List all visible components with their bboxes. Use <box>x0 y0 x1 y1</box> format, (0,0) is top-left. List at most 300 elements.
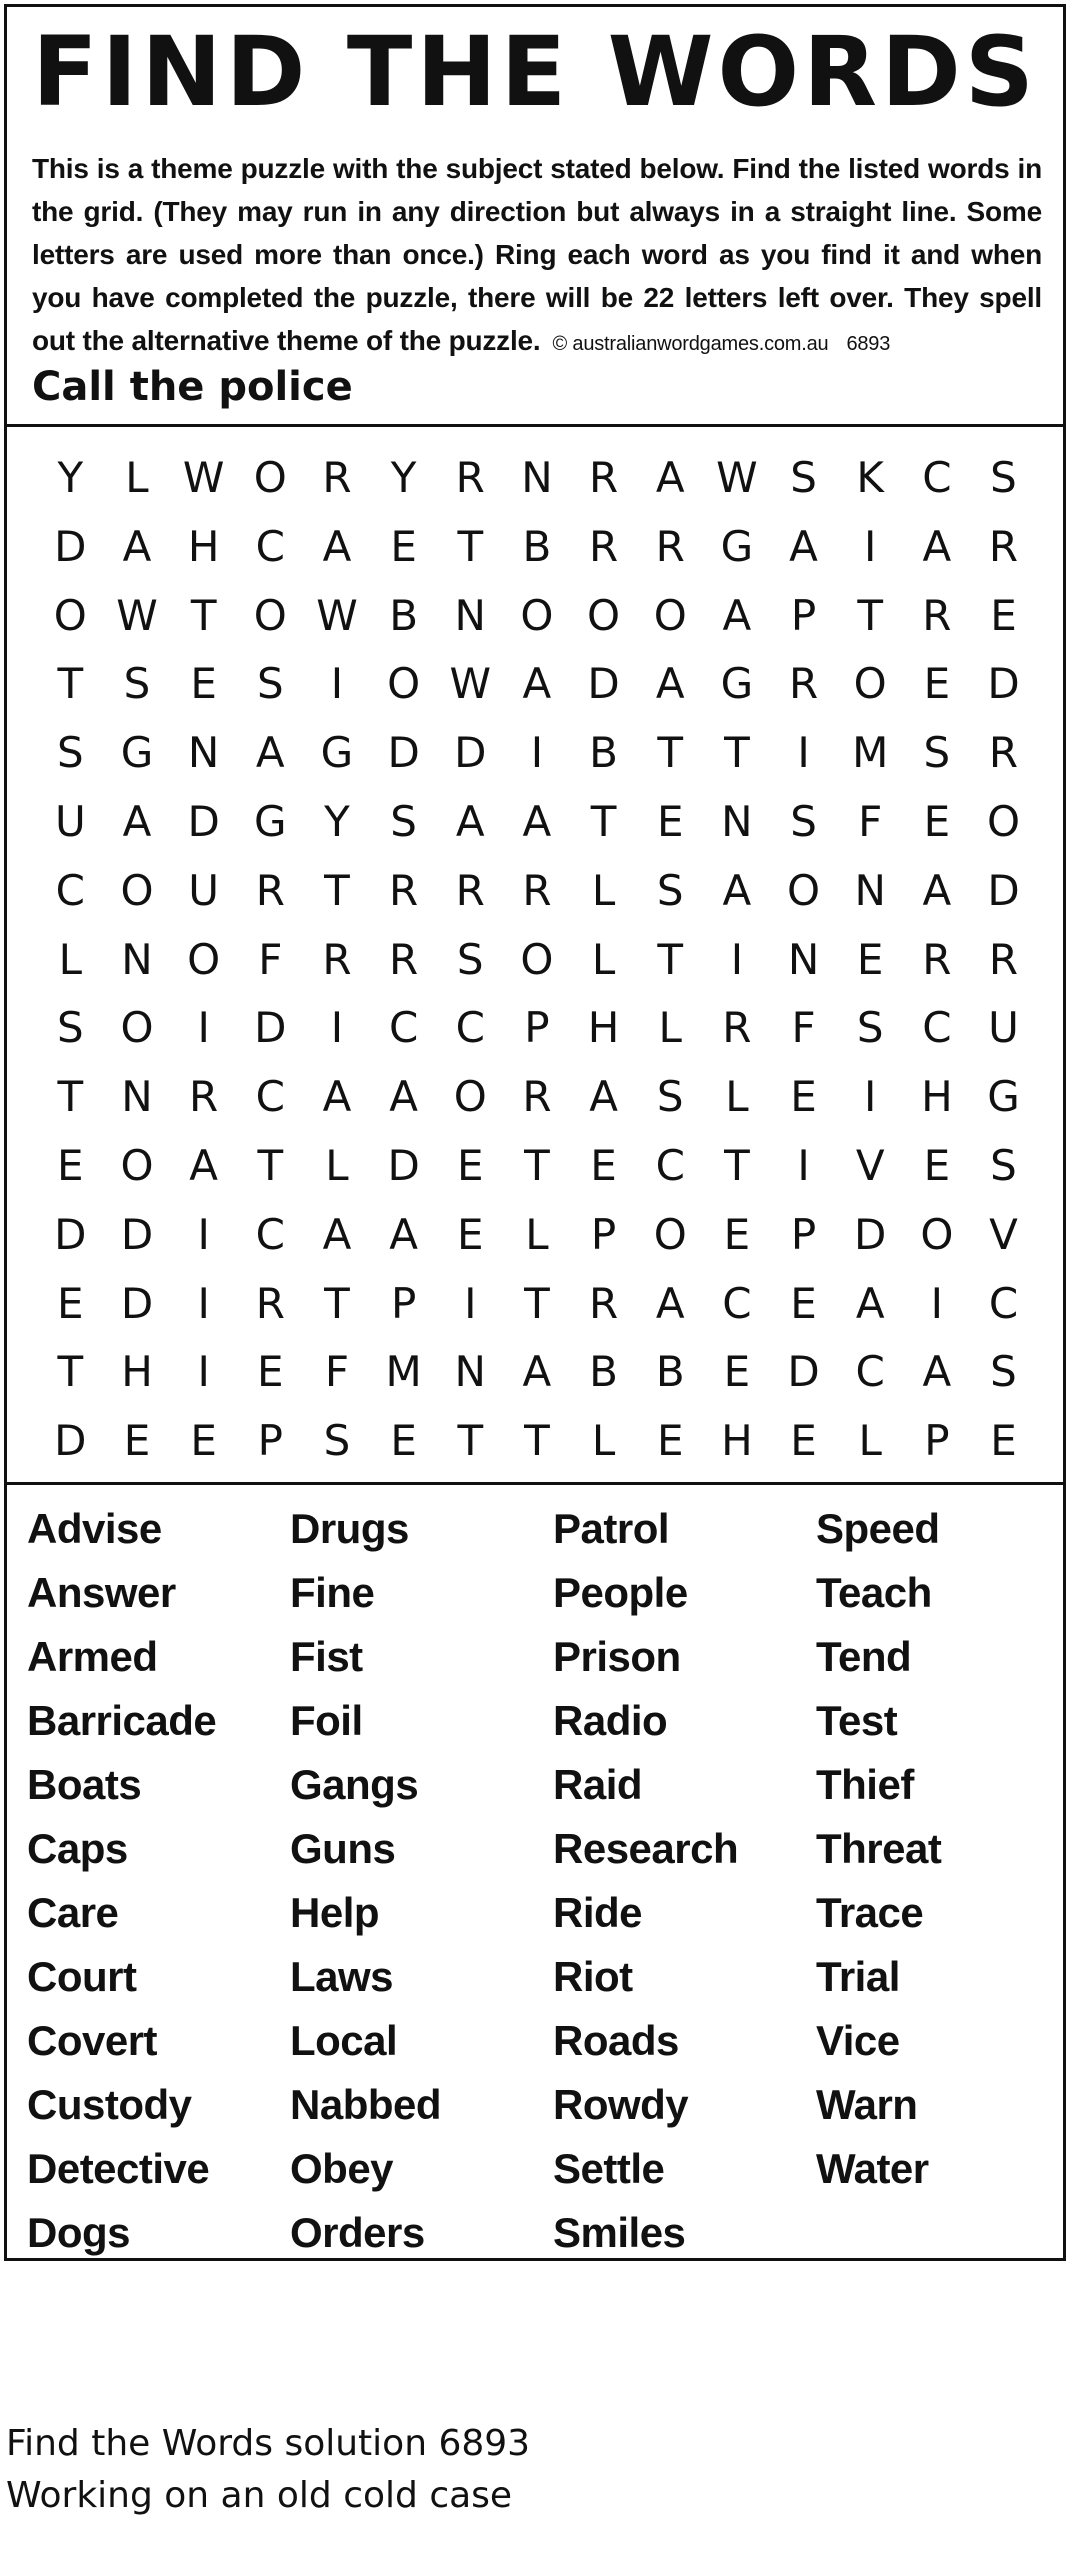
puzzle-theme: Call the police <box>32 364 353 410</box>
grid-cell[interactable]: O <box>453 1072 487 1122</box>
grid-cell[interactable]: D <box>120 1209 154 1259</box>
word-list <box>7 1485 1063 2255</box>
grid-cell[interactable]: W <box>316 590 358 640</box>
grid-cell[interactable]: A <box>455 797 485 846</box>
word-list-item: Trial <box>816 1953 900 2000</box>
word-list-item: Answer <box>27 1569 176 1616</box>
grid-cell[interactable]: L <box>658 1003 682 1053</box>
grid-cell[interactable]: A <box>322 1072 352 1122</box>
grid-cell[interactable]: A <box>122 521 152 571</box>
grid-cell[interactable]: V <box>989 1209 1018 1259</box>
grid-cell[interactable]: I <box>864 1072 877 1122</box>
grid-cell[interactable]: R <box>322 934 352 984</box>
puzzle-number: 6893 <box>846 333 891 355</box>
grid-cell[interactable]: O <box>187 934 221 984</box>
grid-cell[interactable]: C <box>655 1141 685 1190</box>
word-list-item: Barricade <box>27 1697 217 1744</box>
grid-cell[interactable]: E <box>723 1209 751 1259</box>
word-list-item: Trace <box>816 1889 924 1936</box>
grid-cell[interactable]: W <box>716 453 758 502</box>
grid-cell[interactable]: D <box>454 728 487 778</box>
grid-cell[interactable]: A <box>122 797 152 846</box>
grid-cell[interactable]: E <box>923 797 951 846</box>
word-column <box>290 1497 550 2265</box>
grid-cell[interactable]: P <box>924 1416 950 1466</box>
grid-cell[interactable]: E <box>57 1278 84 1328</box>
grid-cell[interactable]: H <box>721 1416 753 1466</box>
word-list-item: Rowdy <box>553 2081 689 2128</box>
grid-cell[interactable]: S <box>456 934 484 984</box>
grid-row <box>37 925 1037 995</box>
grid-cell[interactable]: T <box>457 521 484 571</box>
grid-row <box>37 1337 1037 1407</box>
grid-cell[interactable]: T <box>724 728 750 778</box>
grid-cell[interactable]: D <box>54 521 87 571</box>
word-list-item: Guns <box>290 1825 396 1872</box>
word-list-item: Drugs <box>290 1505 409 1552</box>
grid-cell[interactable]: O <box>520 934 554 984</box>
grid-cell[interactable]: P <box>790 590 817 640</box>
grid-cell[interactable]: R <box>255 865 285 915</box>
grid-cell[interactable]: A <box>255 728 285 778</box>
grid-cell[interactable]: R <box>255 1278 285 1328</box>
word-list-item: Laws <box>290 1953 394 2000</box>
grid-cell[interactable]: E <box>856 934 884 984</box>
grid-cell[interactable]: R <box>588 1278 619 1328</box>
word-list-item: Speed <box>816 1505 940 1552</box>
grid-cell[interactable]: E <box>390 1416 417 1466</box>
grid-cell[interactable]: A <box>922 521 952 571</box>
puzzle-frame <box>4 4 1066 2261</box>
grid-cell[interactable]: T <box>524 1141 550 1190</box>
grid-row <box>37 443 1037 513</box>
grid-cell[interactable]: U <box>188 865 220 915</box>
grid-row <box>37 718 1037 788</box>
word-list-item: Warn <box>816 2081 918 2128</box>
grid-cell[interactable]: E <box>390 521 417 571</box>
grid-cell[interactable]: C <box>722 1278 752 1328</box>
grid-cell[interactable]: F <box>791 1003 816 1053</box>
word-list-item: Teach <box>816 1569 932 1616</box>
grid-cell[interactable]: S <box>990 1141 1017 1190</box>
grid-cell[interactable]: B <box>589 728 618 778</box>
grid-cell[interactable]: L <box>325 1141 349 1190</box>
grid-cell[interactable]: D <box>787 1347 820 1397</box>
grid-cell[interactable]: D <box>854 1209 887 1259</box>
grid-cell[interactable]: F <box>324 1347 350 1397</box>
word-list-item: Court <box>27 1953 137 2000</box>
grid-cell[interactable]: N <box>121 1072 153 1122</box>
grid-cell[interactable]: E <box>590 1141 617 1190</box>
grid-cell[interactable]: P <box>590 1209 617 1259</box>
grid-cell[interactable]: E <box>190 659 217 709</box>
grid-cell[interactable]: O <box>120 865 154 915</box>
grid-cell[interactable]: R <box>389 865 419 915</box>
grid-cell[interactable]: D <box>187 797 220 846</box>
grid-cell[interactable]: A <box>722 865 752 915</box>
grid-cell[interactable]: T <box>590 797 617 846</box>
grid-cell[interactable]: I <box>930 1278 944 1328</box>
grid-cell[interactable]: M <box>852 728 889 778</box>
grid-cell[interactable]: A <box>855 1278 885 1328</box>
grid-cell[interactable]: C <box>455 1003 485 1053</box>
grid-cell[interactable]: S <box>56 1003 84 1053</box>
grid-cell[interactable]: I <box>797 1141 810 1190</box>
grid-cell[interactable]: S <box>656 865 684 915</box>
word-list-item: Vice <box>816 2017 900 2064</box>
grid-cell[interactable]: R <box>389 934 419 984</box>
grid-cell[interactable]: O <box>520 590 554 640</box>
grid-cell[interactable]: Y <box>390 453 417 502</box>
credit-site: © australianwordgames.com.au <box>552 333 829 355</box>
grid-cell[interactable]: A <box>389 1072 418 1122</box>
grid-cell[interactable]: W <box>116 590 158 640</box>
grid-cell[interactable]: I <box>464 1278 477 1328</box>
grid-cell[interactable]: O <box>853 659 887 709</box>
grid-cell[interactable]: I <box>197 1347 210 1397</box>
word-list-item: Ride <box>553 1889 643 1936</box>
grid-cell[interactable]: T <box>657 934 684 984</box>
grid-cell[interactable]: I <box>197 1209 210 1259</box>
word-list-item: Test <box>816 1697 898 1744</box>
word-list-item: Patrol <box>553 1505 670 1552</box>
grid-cell[interactable]: R <box>988 728 1019 778</box>
grid-cell[interactable]: N <box>787 934 820 984</box>
grid-cell[interactable]: C <box>855 1347 885 1397</box>
grid-cell[interactable]: B <box>522 521 552 571</box>
grid-cell[interactable]: N <box>521 453 553 502</box>
grid-cell[interactable]: R <box>588 521 619 571</box>
grid-cell[interactable]: T <box>857 590 884 640</box>
grid-cell[interactable]: S <box>256 659 284 709</box>
grid-cell[interactable]: A <box>922 1347 952 1397</box>
grid-row <box>37 649 1037 719</box>
grid-cell[interactable]: T <box>57 1072 84 1122</box>
grid-cell[interactable]: T <box>657 728 684 778</box>
grid-cell[interactable]: G <box>720 521 754 571</box>
grid-cell[interactable]: A <box>522 1347 552 1397</box>
grid-cell[interactable]: O <box>587 590 621 640</box>
grid-cell[interactable]: B <box>655 1347 685 1397</box>
grid-cell[interactable]: L <box>591 1416 616 1466</box>
grid-cell[interactable]: F <box>858 797 883 846</box>
grid-cell[interactable]: R <box>788 659 819 709</box>
grid-cell[interactable]: D <box>987 659 1020 709</box>
word-list-item: Custody <box>27 2081 192 2128</box>
grid-cell[interactable]: B <box>389 590 419 640</box>
grid-cell[interactable]: O <box>53 590 87 640</box>
credit <box>553 333 891 355</box>
grid-cell[interactable]: D <box>987 865 1020 915</box>
instructions <box>32 147 1042 366</box>
grid-cell[interactable]: A <box>322 1209 352 1259</box>
grid-cell[interactable]: L <box>591 865 616 915</box>
grid-cell[interactable]: V <box>855 1141 885 1190</box>
grid-cell[interactable]: C <box>255 521 285 571</box>
word-list-item: Armed <box>27 1633 158 1680</box>
word-list-item: Foil <box>290 1697 363 1744</box>
instructions-text: This is a theme puzzle with the subject stated below. Find the listed words in the grid. (They may run in any direction but always in a straight line. Some letters are used more than once.) Ring each word as you find it and when you have completed the puzzle, there will be 22 letters left over. They spell out the alternative theme of the puzzle. <box>32 153 1042 356</box>
grid-cell[interactable]: C <box>988 1278 1019 1328</box>
word-list-item: Thief <box>816 1761 914 1808</box>
grid-cell[interactable]: H <box>187 521 220 571</box>
grid-cell[interactable]: E <box>57 1141 84 1190</box>
word-list-item: Water <box>816 2145 929 2192</box>
grid-cell[interactable]: D <box>387 1141 420 1190</box>
grid-cell[interactable]: A <box>389 1209 418 1259</box>
grid-cell[interactable]: O <box>653 1209 687 1259</box>
grid-cell[interactable]: L <box>58 934 83 984</box>
grid-cell[interactable]: I <box>530 728 544 778</box>
grid-row <box>37 1269 1037 1339</box>
word-list-item: Help <box>290 1889 380 1936</box>
grid-cell[interactable]: E <box>456 1141 484 1190</box>
grid-cell[interactable]: P <box>790 1209 817 1259</box>
grid-cell[interactable]: N <box>121 934 153 984</box>
grid-cell[interactable]: A <box>722 590 752 640</box>
grid-cell[interactable]: T <box>324 865 350 915</box>
grid-cell[interactable]: D <box>254 1003 287 1053</box>
word-list-item: Detective <box>27 2145 210 2192</box>
grid-cell[interactable]: E <box>923 659 951 709</box>
grid-cell[interactable]: A <box>789 521 818 571</box>
grid-cell[interactable]: Y <box>324 797 350 846</box>
grid-cell[interactable]: L <box>591 934 616 984</box>
grid-cell[interactable]: G <box>254 797 287 846</box>
word-list-item: Fist <box>290 1633 363 1680</box>
grid-cell[interactable]: T <box>324 1278 350 1328</box>
grid-cell[interactable]: P <box>257 1416 283 1466</box>
grid-cell[interactable]: O <box>387 659 421 709</box>
grid-cell[interactable]: S <box>990 1347 1017 1397</box>
grid-cell[interactable]: R <box>522 865 552 915</box>
grid-cell[interactable]: C <box>255 1072 285 1122</box>
grid-cell[interactable]: R <box>922 934 952 984</box>
grid-cell[interactable]: E <box>790 1416 817 1466</box>
grid-cell[interactable]: B <box>589 1347 618 1397</box>
grid-cell[interactable]: O <box>986 797 1021 846</box>
grid-cell[interactable]: H <box>587 1003 620 1053</box>
word-list-item: Advise <box>27 1505 162 1552</box>
grid-cell[interactable]: E <box>257 1347 284 1397</box>
grid-cell[interactable]: W <box>449 659 492 709</box>
grid-cell[interactable]: R <box>455 453 485 502</box>
grid-cell[interactable]: R <box>988 934 1019 984</box>
word-list-item: Care <box>27 1889 119 1936</box>
grid-cell[interactable]: P <box>390 1278 417 1328</box>
grid-cell[interactable]: D <box>387 728 420 778</box>
grid-cell[interactable]: O <box>920 1209 954 1259</box>
grid-cell[interactable]: G <box>120 728 154 778</box>
grid-cell[interactable]: D <box>54 1209 87 1259</box>
grid-cell[interactable]: N <box>454 1347 486 1397</box>
word-list-item: Orders <box>290 2209 425 2256</box>
grid-cell[interactable]: A <box>522 797 552 846</box>
grid-cell[interactable]: A <box>655 453 685 502</box>
grid-cell[interactable]: E <box>790 1072 817 1122</box>
word-list-item: Covert <box>27 2017 158 2064</box>
grid-cell[interactable]: R <box>988 521 1019 571</box>
grid-row <box>37 1062 1037 1132</box>
grid-cell[interactable]: K <box>856 453 884 502</box>
grid-cell[interactable]: I <box>197 1003 210 1053</box>
grid-cell[interactable]: E <box>656 797 684 846</box>
grid-cell[interactable]: C <box>255 1209 285 1259</box>
grid-cell[interactable]: R <box>922 590 952 640</box>
grid-cell[interactable]: I <box>330 1003 344 1053</box>
grid-cell[interactable]: U <box>988 1003 1019 1053</box>
grid-cell[interactable]: E <box>923 1141 951 1190</box>
word-list-item: Settle <box>553 2145 665 2192</box>
grid-cell[interactable]: R <box>455 865 485 915</box>
grid-cell[interactable]: L <box>525 1209 549 1259</box>
word-column <box>816 1497 1072 2201</box>
word-list-item: Caps <box>27 1825 128 1872</box>
word-list-item: Roads <box>553 2017 679 2064</box>
grid-cell[interactable]: H <box>921 1072 953 1122</box>
grid-cell[interactable]: T <box>724 1141 750 1190</box>
grid-cell[interactable]: S <box>790 797 817 846</box>
grid-cell[interactable]: E <box>723 1347 751 1397</box>
word-list-item: Tend <box>816 1633 912 1680</box>
grid-cell[interactable]: T <box>57 1347 84 1397</box>
grid-cell[interactable]: N <box>854 865 886 915</box>
grid-cell[interactable]: G <box>720 659 754 709</box>
grid-row <box>37 581 1037 651</box>
grid-cell[interactable]: D <box>54 1416 87 1466</box>
grid-cell[interactable]: M <box>385 1347 422 1397</box>
word-list-item: Smiles <box>553 2209 686 2256</box>
grid-cell[interactable]: F <box>258 934 283 984</box>
grid-cell[interactable]: L <box>858 1416 882 1466</box>
grid-cell[interactable]: T <box>57 659 84 709</box>
grid-cell[interactable]: A <box>322 521 352 571</box>
grid-cell[interactable]: R <box>722 1003 752 1053</box>
grid-cell[interactable]: C <box>388 1003 419 1053</box>
grid-cell[interactable]: E <box>656 1416 684 1466</box>
word-list-item: Threat <box>816 1825 942 1872</box>
grid-row <box>37 856 1037 926</box>
grid-cell[interactable]: O <box>253 453 287 502</box>
word-list-item: Nabbed <box>290 2081 442 2128</box>
word-list-item: Prison <box>553 1633 681 1680</box>
grid-cell[interactable]: A <box>189 1141 218 1190</box>
puzzle-title: FIND THE WORDS <box>32 16 1038 128</box>
word-list-item: Obey <box>290 2145 394 2192</box>
grid-cell[interactable]: C <box>55 865 85 915</box>
word-list-item: Boats <box>27 1761 142 1808</box>
grid-cell[interactable]: L <box>125 453 149 502</box>
word-list-item: Fine <box>290 1569 375 1616</box>
grid-cell[interactable]: D <box>120 1278 154 1328</box>
grid-cell[interactable]: R <box>588 453 619 502</box>
grid-cell[interactable]: A <box>655 659 685 709</box>
word-list-item: Gangs <box>290 1761 419 1808</box>
grid-cell[interactable]: A <box>922 865 952 915</box>
grid-cell[interactable]: T <box>457 1416 484 1466</box>
grid-cell[interactable]: A <box>655 1278 685 1328</box>
grid-cell[interactable]: E <box>456 1209 484 1259</box>
grid-cell[interactable]: R <box>655 521 685 571</box>
grid-cell[interactable]: S <box>56 728 84 778</box>
grid-cell[interactable]: S <box>390 797 417 846</box>
grid-cell[interactable]: U <box>54 797 86 846</box>
grid-cell[interactable]: S <box>923 728 951 778</box>
grid-cell[interactable]: W <box>182 453 225 502</box>
grid-cell[interactable]: O <box>120 1141 154 1190</box>
grid-cell[interactable]: G <box>320 728 354 778</box>
grid-cell[interactable]: R <box>322 453 352 502</box>
grid-cell[interactable]: O <box>653 590 687 640</box>
grid-cell[interactable]: T <box>524 1278 550 1328</box>
word-list-item: Local <box>290 2017 398 2064</box>
grid-cell[interactable]: D <box>587 659 620 709</box>
grid-cell[interactable]: O <box>120 1003 154 1053</box>
grid-cell[interactable]: S <box>123 659 151 709</box>
word-list-item: Riot <box>553 1953 633 2000</box>
grid-row <box>37 1200 1037 1270</box>
grid-cell[interactable]: A <box>522 659 552 709</box>
grid-cell[interactable]: N <box>721 797 753 846</box>
solution-block <box>6 2418 530 2522</box>
word-list-item: Raid <box>553 1761 643 1808</box>
grid-cell[interactable]: E <box>790 1278 817 1328</box>
grid-cell[interactable]: E <box>990 590 1017 640</box>
grid-cell[interactable]: E <box>990 1416 1017 1466</box>
grid-cell[interactable]: L <box>725 1072 749 1122</box>
word-list-item: Radio <box>553 1697 668 1744</box>
grid-cell[interactable]: O <box>253 590 287 640</box>
grid-cell[interactable]: G <box>987 1072 1020 1122</box>
grid-cell[interactable]: N <box>454 590 486 640</box>
grid-cell[interactable]: S <box>790 453 817 502</box>
grid-cell[interactable]: S <box>656 1072 684 1122</box>
grid-row <box>37 512 1037 582</box>
grid-cell[interactable]: I <box>330 659 344 709</box>
grid-cell[interactable]: O <box>787 865 821 915</box>
grid-cell[interactable]: S <box>990 453 1017 502</box>
grid-cell[interactable]: E <box>123 1416 151 1466</box>
grid-row <box>37 1406 1037 1476</box>
grid-cell[interactable]: E <box>190 1416 217 1466</box>
grid-cell[interactable]: N <box>187 728 220 778</box>
grid-cell[interactable]: I <box>197 1278 210 1328</box>
grid-cell[interactable]: P <box>524 1003 550 1053</box>
grid-cell[interactable]: I <box>864 521 877 571</box>
word-list-item: People <box>553 1569 688 1616</box>
letter-grid <box>7 427 1063 1485</box>
grid-cell[interactable]: T <box>524 1416 550 1466</box>
grid-cell[interactable]: S <box>856 1003 884 1053</box>
grid-cell[interactable]: T <box>190 590 217 640</box>
grid-cell[interactable]: R <box>189 1072 219 1122</box>
word-list-item: Research <box>553 1825 739 1872</box>
grid-cell[interactable]: H <box>121 1347 153 1397</box>
grid-cell[interactable]: I <box>730 934 744 984</box>
grid-cell[interactable]: C <box>922 453 952 502</box>
grid-cell[interactable]: R <box>522 1072 552 1122</box>
grid-cell[interactable]: C <box>922 1003 952 1053</box>
grid-cell[interactable]: A <box>589 1072 618 1122</box>
word-column <box>27 1497 287 2265</box>
grid-cell[interactable]: I <box>797 728 810 778</box>
puzzle-header <box>7 7 1063 427</box>
grid-cell[interactable]: T <box>257 1141 284 1190</box>
solution-heading: Find the Words solution 6893 <box>6 2423 531 2464</box>
grid-cell[interactable]: Y <box>57 453 84 502</box>
grid-cell[interactable]: S <box>323 1416 351 1466</box>
grid-row <box>37 993 1037 1063</box>
